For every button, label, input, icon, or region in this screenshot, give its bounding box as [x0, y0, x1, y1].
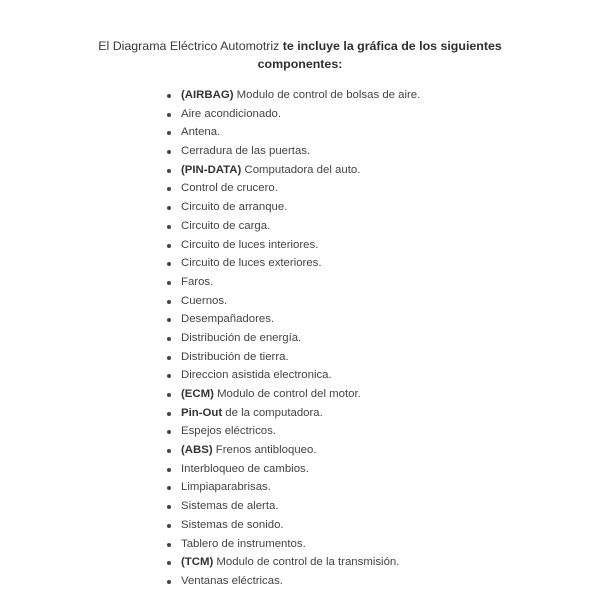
- list-item: [165, 161, 420, 180]
- list-item-text: de la computadora.: [222, 406, 323, 419]
- list-item: [165, 254, 420, 273]
- bullet-icon: [167, 412, 171, 416]
- list-item-text: Interbloqueo de cambios.: [181, 462, 309, 475]
- list-item-bold-label: (TCM): [181, 556, 214, 569]
- list-item-text: Computadora del auto.: [241, 163, 361, 176]
- bullet-icon: [167, 225, 171, 229]
- list-item-text: Desempañadores.: [181, 313, 275, 326]
- list-item-text: Modulo de control de la transmisión.: [213, 556, 400, 569]
- list-item-bold-label: (ABS): [181, 444, 213, 457]
- bullet-icon: [167, 580, 171, 584]
- heading: [0, 37, 600, 73]
- list-item: [165, 329, 420, 348]
- list-item: [165, 572, 420, 591]
- list-item-bold-label: (ECM): [181, 388, 214, 400]
- list-item-text: Control de crucero.: [181, 182, 278, 195]
- bullet-icon: [167, 486, 171, 490]
- list-item-text: Frenos antibloqueo.: [212, 444, 317, 457]
- bullet-icon: [167, 281, 171, 285]
- list-item: [165, 310, 420, 329]
- bullet-icon: [167, 561, 171, 565]
- list-item-text: Distribución de energía.: [181, 331, 302, 344]
- list-item-text: Sistemas de alerta.: [181, 500, 279, 513]
- list-item: [165, 86, 420, 105]
- bullet-icon: [167, 374, 171, 378]
- bullet-icon: [167, 505, 171, 509]
- list-item: [165, 478, 420, 497]
- list-item-text: Modulo de control de bolsas de aire.: [233, 89, 421, 101]
- list-item-text: Tablero de instrumentos.: [181, 537, 306, 550]
- bullet-icon: [167, 449, 171, 453]
- list-item-text: Cuernos.: [181, 294, 228, 307]
- bullet-icon: [167, 94, 171, 98]
- list-item-text: Modulo de control del motor.: [213, 388, 361, 400]
- bullet-icon: [167, 150, 171, 154]
- bullet-icon: [167, 318, 171, 322]
- bullet-icon: [167, 393, 171, 397]
- list-item: [165, 142, 420, 161]
- bullet-icon: [167, 337, 171, 341]
- list-item: [165, 497, 420, 516]
- bullet-icon: [167, 543, 171, 547]
- list-item-text: Distribución de tierra.: [181, 350, 289, 363]
- list-item: [165, 422, 420, 441]
- heading-bold-line-2: componentes:: [257, 57, 343, 71]
- bullet-icon: [167, 262, 171, 266]
- list-item: [165, 236, 420, 255]
- list-item-text: Circuito de luces exteriores.: [181, 257, 322, 270]
- list-item-text: Sistemas de sonido.: [181, 518, 284, 531]
- bullet-icon: [167, 300, 171, 304]
- list-item-text: Aire acondicionado.: [181, 107, 282, 120]
- list-item: [165, 292, 420, 311]
- list-item-bold-label: (PIN-DATA): [181, 163, 242, 176]
- heading-normal-text: El Diagrama Eléctrico Automotriz: [98, 39, 283, 53]
- list-item-text: Circuito de arranque.: [181, 201, 288, 214]
- list-item-text: Direccion asistida electronica.: [181, 369, 332, 382]
- list-item: [165, 123, 420, 142]
- list-item-text: Limpiaparabrisas.: [181, 481, 271, 494]
- bullet-icon: [167, 131, 171, 135]
- list-item-text: Circuito de luces interiores.: [181, 238, 319, 251]
- bullet-icon: [167, 430, 171, 434]
- list-item: [165, 198, 420, 217]
- bullet-icon: [167, 206, 171, 210]
- list-item: [165, 217, 420, 236]
- heading-bold-line-1: te incluye la gráfica de los siguientes: [282, 39, 502, 53]
- list-item-bold-label: (AIRBAG): [181, 89, 234, 101]
- bullet-icon: [167, 356, 171, 360]
- bullet-icon: [167, 169, 171, 173]
- list-item: [165, 366, 420, 385]
- list-item-text: Circuito de carga.: [181, 219, 271, 232]
- list-item-text: Cerradura de las puertas.: [181, 145, 311, 158]
- list-item: [165, 404, 420, 423]
- list-item: [165, 179, 420, 198]
- list-item-text: Antena.: [181, 126, 221, 139]
- list-item: [165, 553, 420, 572]
- list-item: [165, 105, 420, 124]
- bullet-icon: [167, 468, 171, 472]
- list-item-text: Espejos eléctricos.: [181, 425, 276, 438]
- list-item: [165, 441, 420, 460]
- list-item-bold-label: Pin-Out: [181, 406, 223, 419]
- bullet-icon: [167, 244, 171, 248]
- bullet-icon: [167, 187, 171, 191]
- component-list: [165, 86, 420, 591]
- list-item: [165, 516, 420, 535]
- list-item: [165, 460, 420, 479]
- list-item: [165, 385, 420, 404]
- bullet-icon: [167, 524, 171, 528]
- list-item-text: Ventanas eléctricas.: [181, 574, 283, 587]
- list-item-text: Faros.: [181, 275, 214, 288]
- bullet-icon: [167, 113, 171, 117]
- list-item: [165, 535, 420, 554]
- list-item: [165, 273, 420, 292]
- list-item: [165, 348, 420, 367]
